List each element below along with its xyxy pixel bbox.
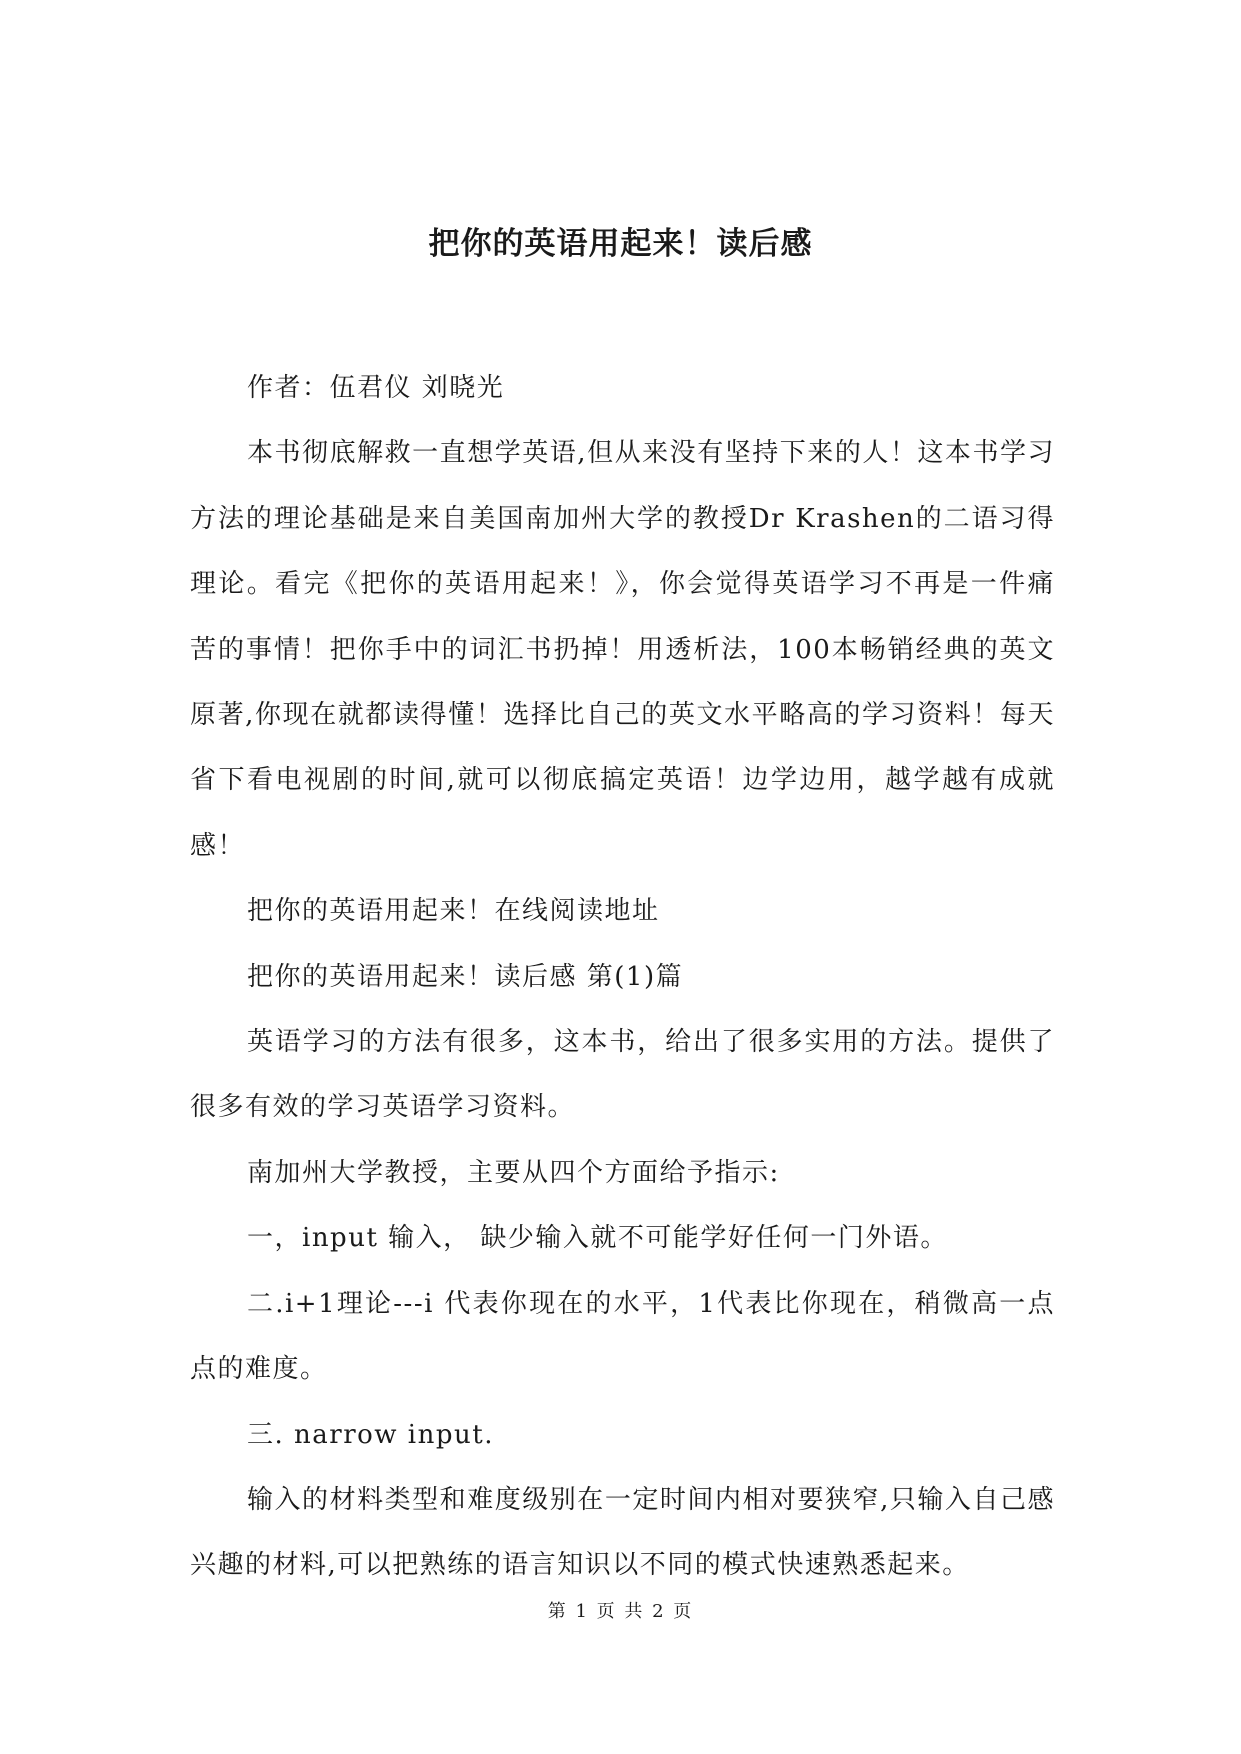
document-body — [190, 356, 1055, 1599]
paragraph-point-three: 三. narrow input. — [247, 1419, 494, 1450]
paragraph-intro: 本书彻底解救一直想学英语,但从来没有坚持下来的人！这本书学习方法的理论基础是来自美国南加州大学的教授Dr Krashen的二语习得理论。看完《把你的英语用起来！》，你会觉得英语学习不再是一件痛苦的事情！把你手中的词汇书扔掉！用透析法，100本畅销经典的英文原著,你现在就都读得懂！选择比自己的英文水平略高的学习资料！每天省下看电视剧的时间,就可以彻底搞定英语！边学边用，越学越有成就感！ — [190, 438, 1055, 861]
paragraph-methods: 英语学习的方法有很多，这本书，给出了很多实用的方法。提供了很多有效的学习英语学习资料。 — [190, 1027, 1055, 1123]
paragraph-review-heading: 把你的英语用起来！读后感 第(1)篇 — [247, 961, 684, 992]
paragraph-narrow-input: 输入的材料类型和难度级别在一定时间内相对要狭窄,只输入自己感兴趣的材料,可以把熟练的语言知识以不同的模式快速熟悉起来。 — [190, 1484, 1055, 1581]
document-title: 把你的英语用起来！读后感 — [428, 226, 813, 262]
paragraph-online-reading: 把你的英语用起来！在线阅读地址 — [247, 896, 660, 927]
page-footer: 第 1 页 共 2 页 — [547, 1601, 694, 1622]
paragraph-point-one: 一，input 输入， 缺少输入就不可能学好任何一门外语。 — [247, 1223, 948, 1254]
paragraph-point-two: 二.i+1理论---i 代表你现在的水平，1代表比你现在，稍微高一点点的难度。 — [190, 1288, 1055, 1385]
paragraph-author: 作者：伍君仪 刘晓光 — [247, 373, 505, 403]
paragraph-four-aspects: 南加州大学教授，主要从四个方面给予指示: — [247, 1157, 780, 1188]
